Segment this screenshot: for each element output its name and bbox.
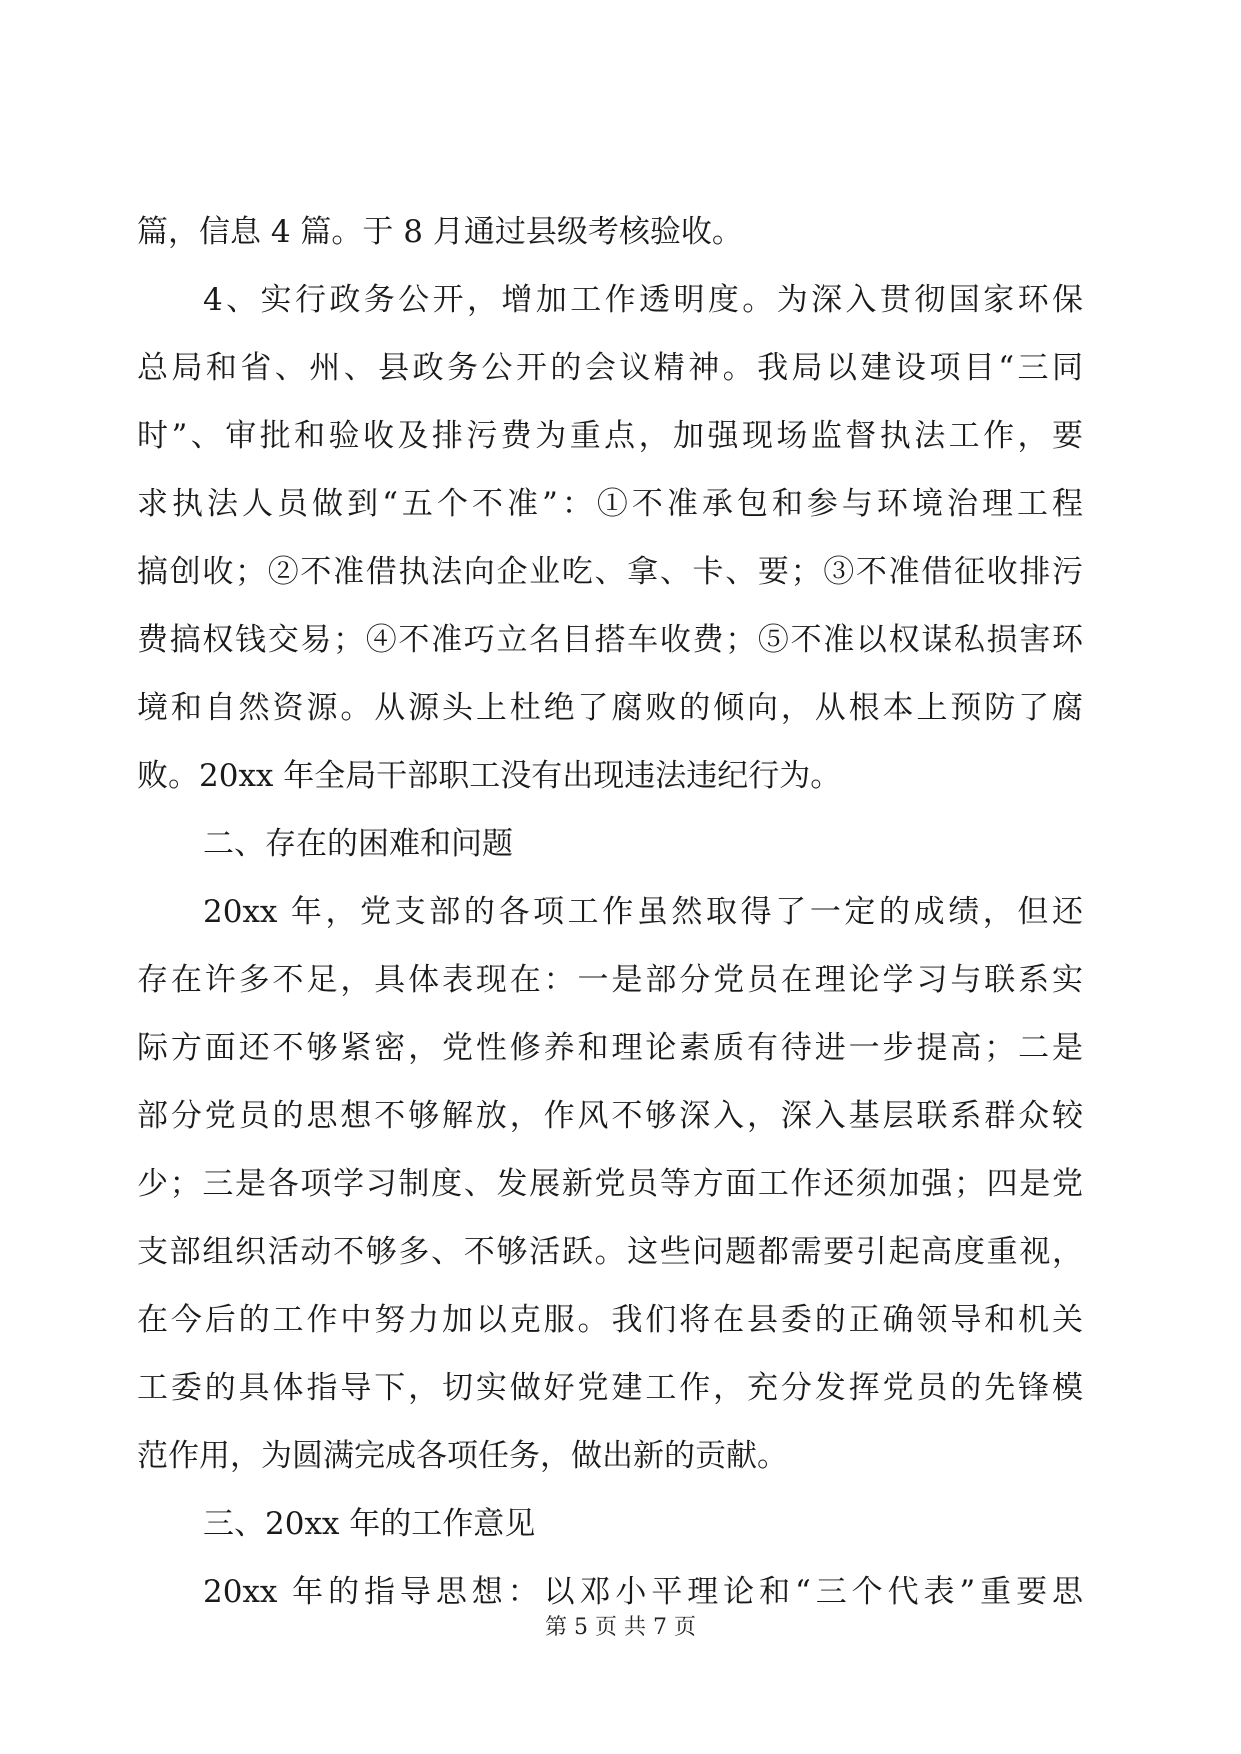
text-line: 际方面还不够紧密，党性修养和理论素质有待进一步提高；二是 — [137, 1030, 1083, 1066]
text-line: 篇，信息 4 篇。于 8 月通过县级考核验收。 — [137, 214, 743, 250]
text-line: 总局和省、州、县政务公开的会议精神。我局以建设项目“三同 — [137, 350, 1083, 386]
document-body — [137, 198, 1083, 1626]
text-line: 境和自然资源。从源头上杜绝了腐败的倾向，从根本上预防了腐 — [137, 690, 1083, 726]
text-line: 20xx 年，党支部的各项工作虽然取得了一定的成绩，但还 — [203, 894, 1083, 930]
text-line: 工委的具体指导下，切实做好党建工作，充分发挥党员的先锋模 — [137, 1370, 1083, 1406]
text-line: 存在许多不足，具体表现在：一是部分党员在理论学习与联系实 — [137, 962, 1083, 998]
text-line: 部分党员的思想不够解放，作风不够深入，深入基层联系群众较 — [137, 1098, 1083, 1134]
text-line: 4、实行政务公开，增加工作透明度。为深入贯彻国家环保 — [203, 282, 1083, 318]
text-line: 在今后的工作中努力加以克服。我们将在县委的正确领导和机关 — [137, 1302, 1083, 1338]
text-line: 费搞权钱交易；④不准巧立名目搭车收费；⑤不准以权谋私损害环 — [137, 622, 1083, 658]
text-line: 范作用，为圆满完成各项任务，做出新的贡献。 — [137, 1438, 788, 1474]
text-line: 败。20xx 年全局干部职工没有出现违法违纪行为。 — [137, 758, 842, 794]
section-heading: 三、20xx 年的工作意见 — [203, 1506, 536, 1542]
text-line: 时”、审批和验收及排污费为重点，加强现场监督执法工作，要 — [137, 418, 1083, 454]
text-line: 搞创收；②不准借执法向企业吃、拿、卡、要；③不准借征收排污 — [137, 554, 1083, 590]
section-heading: 二、存在的困难和问题 — [203, 826, 513, 862]
text-line: 支部组织活动不够多、不够活跃。这些问题都需要引起高度重视， — [137, 1234, 1083, 1270]
page-number-footer: 第 5 页 共 7 页 — [545, 1615, 696, 1640]
text-line: 求执法人员做到“五个不准”：①不准承包和参与环境治理工程 — [137, 486, 1083, 522]
text-line: 20xx 年的指导思想：以邓小平理论和“三个代表”重要思 — [203, 1574, 1083, 1610]
text-line: 少；三是各项学习制度、发展新党员等方面工作还须加强；四是党 — [137, 1166, 1083, 1202]
